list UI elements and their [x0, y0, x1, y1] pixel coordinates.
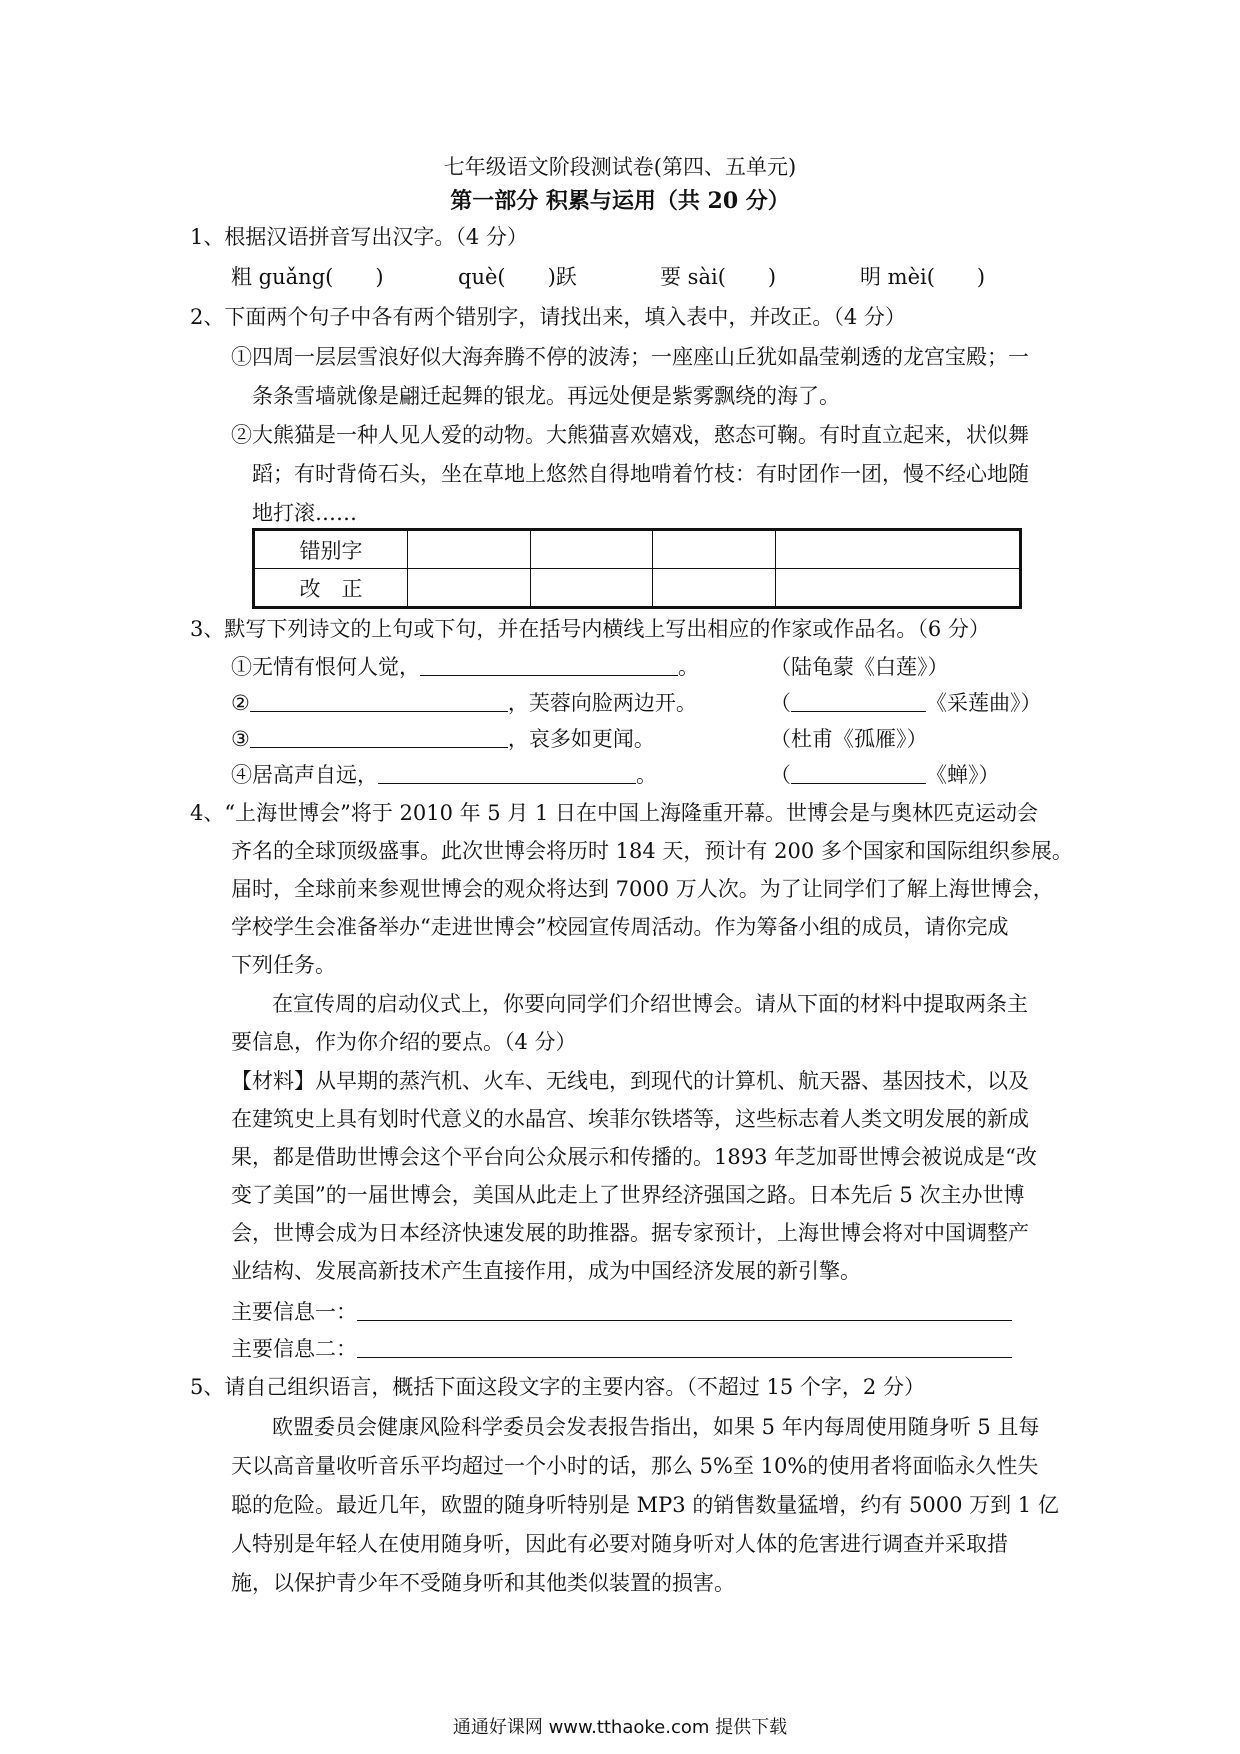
- q1-stem: 1、根据汉语拼音写出汉字。（4 分）: [190, 225, 528, 249]
- q3-source-4: [770, 760, 1000, 790]
- q5-stem: 5、请自己组织语言，概括下面这段文字的主要内容。（不超过 15 个字，2 分）: [190, 1375, 925, 1399]
- source-text: 《蝉》）: [926, 763, 1000, 787]
- q3-line-1: [231, 652, 699, 682]
- q5-line: 天以高音量收听音乐平均超过一个小时的话，那么 5%至 10%的使用者将面临永久性失: [231, 1454, 1039, 1478]
- q1-item-4: 明 mèi( ): [860, 265, 986, 289]
- typo-cell[interactable]: [653, 530, 776, 569]
- source-text: （: [770, 763, 791, 787]
- q4-task-line: 在宣传周的启动仪式上，你要向同学们介绍世博会。请从下面的材料中提取两条主: [272, 992, 1028, 1016]
- q3-source-1: （陆龟蒙《白莲》）: [770, 655, 949, 679]
- q2-p2-line1: ②大熊猫是一种人见人爱的动物。大熊猫喜欢嬉戏，憨态可鞠。有时直立起来，状似舞: [231, 423, 1029, 447]
- material-line: 在建筑史上具有划时代意义的水晶宫、埃菲尔铁塔等，这些标志着人类文明发展的新成: [231, 1107, 1029, 1131]
- q2-p1-line1: ①四周一层层雪浪好似大海奔腾不停的波涛；一座座山丘犹如晶莹剃透的龙宫宝殿；一: [231, 345, 1029, 369]
- exam-title: 七年级语文阶段测试卷(第四、五单元): [443, 155, 797, 179]
- q3-source-3: （杜甫《孤雁》）: [770, 727, 928, 751]
- part-heading: 第一部分 积累与运用（共 20 分）: [450, 188, 790, 214]
- poem-text: 。: [636, 763, 657, 787]
- correction-cell[interactable]: [408, 569, 531, 608]
- poem-text: ②: [231, 691, 250, 715]
- poem-text: ④居高声自远，: [231, 763, 378, 787]
- q3-line-2: [231, 688, 697, 718]
- correction-cell[interactable]: [653, 569, 776, 608]
- correction-table: [252, 528, 1022, 609]
- q4-line: 学校学生会准备举办“走进世博会”校园宣传周活动。作为筹备小组的成员，请你完成: [231, 915, 1009, 939]
- typo-row-label: 错别字: [254, 530, 408, 569]
- typo-cell[interactable]: [408, 530, 531, 569]
- material-line: 【材料】从早期的蒸汽机、火车、无线电，到现代的计算机、航天器、基因技术，以及: [231, 1069, 1029, 1093]
- q4-line: 届时，全球前来参观世博会的观众将达到 7000 万人次。为了让同学们了解上海世博会，: [231, 877, 1054, 901]
- poem-text: 。: [678, 655, 699, 679]
- answer-blank[interactable]: [250, 689, 508, 712]
- author-blank[interactable]: [791, 761, 926, 784]
- q5-line: 人特别是年轻人在使用随身听，因此有必要对随身听对人体的危害进行调查并采取措: [231, 1532, 1008, 1556]
- q1-item-1: 粗 guǎng( ): [231, 265, 384, 289]
- correction-row-label: 改 正: [254, 569, 408, 608]
- info-label: 主要信息二：: [231, 1337, 357, 1361]
- answer-blank[interactable]: [420, 653, 678, 676]
- material-line: 果，都是借助世博会这个平台向公众展示和传播的。1893 年芝加哥世博会被说成是“改: [231, 1145, 1037, 1169]
- q4-line: 下列任务。: [231, 953, 336, 977]
- material-line: 会，世博会成为日本经济快速发展的助推器。据专家预计，上海世博会将对中国调整产: [231, 1221, 1029, 1245]
- correction-cell[interactable]: [530, 569, 653, 608]
- q2-p2-line3: 地打滚……: [252, 501, 357, 525]
- q3-line-3: [231, 724, 655, 754]
- q4-line: 4、“上海世博会”将于 2010 年 5 月 1 日在中国上海隆重开幕。世博会是与奥林匹克运动会: [190, 801, 1039, 825]
- q5-line: 聪的危险。最近几年，欧盟的随身听特别是 MP3 的销售数量猛增，约有 5000 万到 1 亿: [231, 1493, 1059, 1517]
- poem-text: ，哀多如更闻。: [507, 727, 655, 751]
- typo-cell[interactable]: [775, 530, 1020, 569]
- answer-blank[interactable]: [250, 725, 508, 748]
- q2-stem: 2、下面两个句子中各有两个错别字，请找出来，填入表中，并改正。（4 分）: [190, 305, 906, 329]
- q5-line: 施，以保护青少年不受随身听和其他类似装置的损害。: [231, 1571, 735, 1595]
- q3-stem: 3、默写下列诗文的上句或下句，并在括号内横线上写出相应的作家或作品名。（6 分）: [190, 617, 990, 641]
- info-answer-blank[interactable]: [357, 1335, 1012, 1358]
- poem-text: ①无情有恨何人觉，: [231, 655, 420, 679]
- correction-cell[interactable]: [775, 569, 1020, 608]
- q3-source-2: [770, 688, 1042, 718]
- info-answer-blank[interactable]: [357, 1298, 1012, 1321]
- q4-line: 齐名的全球顶级盛事。此次世博会将历时 184 天，预计有 200 多个国家和国际组织参展。: [231, 839, 1073, 863]
- q4-task-line: 要信息，作为你介绍的要点。（4 分）: [231, 1030, 577, 1054]
- q2-p2-line2: 蹈；有时背倚石头，坐在草地上悠然自得地啃着竹枝：有时团作一团，慢不经心地随: [252, 462, 1029, 486]
- info-label: 主要信息一：: [231, 1300, 357, 1324]
- footer-watermark: 通通好课网 www.tthaoke.com 提供下载: [452, 1717, 788, 1738]
- material-line: 业结构、发展高新技术产生直接作用，成为中国经济发展的新引擎。: [231, 1259, 861, 1283]
- poem-text: ，芙蓉向脸两边开。: [507, 691, 697, 715]
- answer-blank[interactable]: [378, 761, 636, 784]
- material-line: 变了美国”的一届世博会，美国从此走上了世界经济强国之路。日本先后 5 次主办世博: [231, 1183, 1025, 1207]
- q1-item-2: què( )跃: [458, 265, 577, 289]
- info-line-1: [231, 1297, 1012, 1327]
- source-text: 《采莲曲》）: [926, 691, 1042, 715]
- q5-line: 欧盟委员会健康风险科学委员会发表报告指出，如果 5 年内每周使用随身听 5 且每: [272, 1415, 1040, 1439]
- q2-p1-line2: 条条雪墙就像是翩迁起舞的银龙。再远处便是紫雾飘绕的海了。: [252, 384, 840, 408]
- info-line-2: [231, 1334, 1012, 1364]
- q1-item-3: 要 sài( ): [660, 265, 777, 289]
- author-blank[interactable]: [791, 689, 926, 712]
- source-text: （: [770, 691, 791, 715]
- poem-text: ③: [231, 727, 250, 751]
- typo-cell[interactable]: [530, 530, 653, 569]
- q3-line-4: [231, 760, 657, 790]
